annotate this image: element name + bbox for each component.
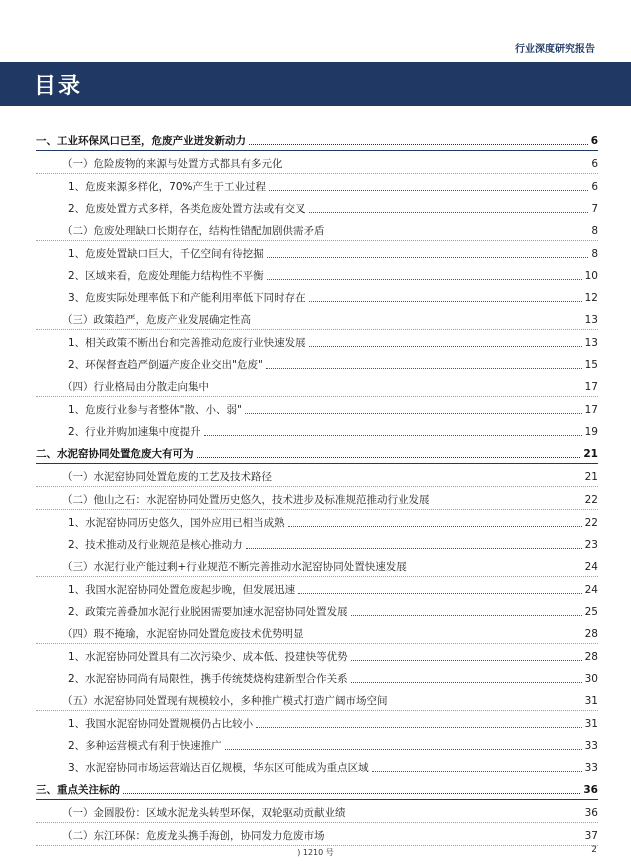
toc-leader-dots (249, 144, 588, 145)
toc-entry-title: （四）瑕不掩瑜，水泥窑协同处置危废技术优势明显 (62, 628, 304, 640)
toc-entry-page: 7 (591, 203, 598, 215)
toc-entry[interactable] (36, 174, 598, 196)
toc-entry-page: 33 (584, 740, 598, 752)
toc-entry-page: 28 (584, 628, 598, 640)
toc-leader-dots (298, 593, 581, 594)
toc-leader-dots (351, 682, 582, 683)
toc-entry-page: 21 (583, 448, 598, 460)
toc-entry-page: 8 (591, 225, 598, 237)
toc-entry[interactable] (36, 554, 598, 577)
toc-entry-title: 一、工业环保风口已至，危废产业迸发新动力 (36, 135, 246, 147)
toc-leader-dots (256, 727, 581, 728)
toc-leader-dots (197, 457, 581, 458)
toc-entry-page: 10 (584, 270, 598, 282)
toc-leader-dots (245, 413, 582, 414)
toc-entry-page: 36 (584, 807, 598, 819)
toc-leader-dots (269, 190, 588, 191)
toc-entry-title: 2、水泥窑协同尚有局限性，携手传统焚烧构建新型合作关系 (68, 673, 348, 685)
toc-entry-title: 2、区域来看，危废处理能力结构性不平衡 (68, 270, 264, 282)
toc-entry-page: 8 (591, 248, 598, 260)
toc-entry[interactable] (36, 733, 598, 755)
toc-entry[interactable] (36, 510, 598, 532)
toc-entry[interactable] (36, 397, 598, 419)
toc-entry-title: （五）水泥窑协同处置现有规模较小，多种推广模式打造广阔市场空间 (62, 695, 388, 707)
toc-entry-title: （四）行业格局由分散走向集中 (62, 381, 209, 393)
toc-entry-page: 30 (584, 673, 598, 685)
toc-entry-title: 2、危废处置方式多样，各类危废处置方法或有交叉 (68, 203, 306, 215)
toc-entry-page: 31 (584, 695, 598, 707)
toc-leader-dots (288, 526, 582, 527)
toc-entry-page: 17 (584, 404, 598, 416)
toc-entry-page: 36 (583, 784, 598, 796)
toc-entry-page: 19 (584, 426, 598, 438)
toc-entry[interactable] (36, 577, 598, 599)
toc-entry-page: 23 (584, 539, 598, 551)
toc-leader-dots (204, 435, 582, 436)
toc-leader-dots (267, 279, 582, 280)
toc-entry-page: 37 (584, 830, 598, 842)
toc-entry-title: 1、水泥窑协同处置具有二次污染少、成本低、投建快等优势 (68, 651, 348, 663)
table-of-contents (36, 128, 598, 846)
toc-entry[interactable] (36, 800, 598, 823)
toc-entry[interactable] (36, 487, 598, 510)
toc-entry-title: （三）政策趋严，危废产业发展确定性高 (62, 314, 251, 326)
toc-entry-title: 3、水泥窑协同市场运营端达百亿规模，华东区可能成为重点区域 (68, 762, 369, 774)
toc-entry[interactable] (36, 263, 598, 285)
toc-entry-page: 22 (584, 517, 598, 529)
toc-entry-title: 2、行业并购加速集中度提升 (68, 426, 201, 438)
toc-entry-title: 1、我国水泥窑协同处置规模仍占比较小 (68, 718, 254, 730)
toc-entry-page: 15 (584, 359, 598, 371)
toc-leader-dots (309, 301, 582, 302)
footer-date: ) 1210 号 (297, 848, 334, 857)
toc-entry[interactable] (36, 128, 598, 151)
toc-entry-title: 1、我国水泥窑协同处置危废起步晚，但发展迅速 (68, 584, 296, 596)
toc-entry-title: 1、相关政策不断出台和完善推动危废行业快速发展 (68, 337, 306, 349)
toc-entry[interactable] (36, 441, 598, 464)
toc-leader-dots (123, 793, 580, 794)
toc-entry-page: 6 (590, 135, 598, 147)
toc-leader-dots (351, 660, 582, 661)
toc-entry[interactable] (36, 419, 598, 441)
title-banner (0, 62, 631, 106)
toc-entry-page: 31 (584, 718, 598, 730)
toc-entry[interactable] (36, 285, 598, 307)
toc-entry-page: 28 (584, 651, 598, 663)
toc-leader-dots (309, 212, 589, 213)
toc-entry[interactable] (36, 151, 598, 174)
toc-entry-title: 1、危废来源多样化，70%产生于工业过程 (68, 181, 267, 193)
toc-entry[interactable] (36, 777, 598, 800)
toc-leader-dots (267, 257, 589, 258)
toc-entry[interactable] (36, 352, 598, 374)
toc-entry-page: 12 (584, 292, 598, 304)
page-title: 目录 (34, 74, 83, 99)
toc-entry-title: 2、技术推动及行业规范是核心推动力 (68, 539, 243, 551)
toc-entry[interactable] (36, 196, 598, 218)
report-type-label: 行业深度研究报告 (515, 44, 595, 55)
toc-entry[interactable] (36, 755, 598, 777)
toc-entry-title: 1、水泥窑协同历史悠久，国外应用已相当成熟 (68, 517, 285, 529)
toc-entry-title: 2、环保督查趋严倒逼产废企业交出"危废" (68, 359, 263, 371)
toc-entry-title: 三、重点关注标的 (36, 784, 120, 796)
toc-leader-dots (266, 368, 582, 369)
toc-entry-page: 6 (591, 158, 598, 170)
toc-entry-title: 1、危废处置缺口巨大，千亿空间有待挖掘 (68, 248, 264, 260)
toc-entry-page: 6 (591, 181, 598, 193)
toc-entry-page: 17 (584, 381, 598, 393)
toc-leader-dots (246, 548, 582, 549)
toc-entry[interactable] (36, 218, 598, 241)
toc-entry-title: （二）他山之石：水泥窑协同处置历史悠久，技术进步及标准规范推动行业发展 (62, 494, 430, 506)
toc-entry[interactable] (36, 823, 598, 846)
toc-entry-title: 二、水泥窑协同处置危废大有可为 (36, 448, 194, 460)
toc-entry-page: 21 (584, 471, 598, 483)
toc-entry-title: （一）水泥窑协同处置危废的工艺及技术路径 (62, 471, 272, 483)
page-number: 2 (591, 845, 597, 855)
toc-entry-title: （二）危废处理缺口长期存在，结构性错配加剧供需矛盾 (62, 225, 325, 237)
toc-entry[interactable] (36, 644, 598, 666)
toc-entry[interactable] (36, 307, 598, 330)
toc-entry[interactable] (36, 464, 598, 487)
toc-leader-dots (225, 749, 582, 750)
toc-entry[interactable] (36, 330, 598, 352)
toc-entry[interactable] (36, 599, 598, 621)
toc-entry-page: 33 (584, 762, 598, 774)
toc-entry-page: 24 (584, 584, 598, 596)
toc-entry-title: （一）危险废物的来源与处置方式都具有多元化 (62, 158, 283, 170)
toc-entry-page: 13 (584, 314, 598, 326)
toc-entry-title: （一）金圆股份：区域水泥龙头转型环保，双轮驱动贡献业绩 (62, 807, 346, 819)
toc-entry-title: 1、危废行业参与者整体"散、小、弱" (68, 404, 242, 416)
toc-entry-page: 22 (584, 494, 598, 506)
toc-leader-dots (351, 615, 582, 616)
toc-entry[interactable] (36, 374, 598, 397)
toc-leader-dots (309, 346, 582, 347)
toc-entry[interactable] (36, 241, 598, 263)
toc-entry-title: 2、多种运营模式有利于快速推广 (68, 740, 222, 752)
toc-entry[interactable] (36, 532, 598, 554)
toc-entry-title: （三）水泥行业产能过剩+行业规范不断完善推动水泥窑协同处置快速发展 (62, 561, 407, 573)
toc-entry-title: 2、政策完善叠加水泥行业脱困需要加速水泥窑协同处置发展 (68, 606, 348, 618)
toc-entry[interactable] (36, 666, 598, 688)
toc-entry[interactable] (36, 621, 598, 644)
toc-entry[interactable] (36, 711, 598, 733)
toc-entry-page: 13 (584, 337, 598, 349)
toc-entry-title: 3、危废实际处理率低下和产能利用率低下同时存在 (68, 292, 306, 304)
toc-entry[interactable] (36, 688, 598, 711)
toc-entry-page: 24 (584, 561, 598, 573)
toc-entry-title: （二）东江环保：危废龙头携手海创，协同发力危废市场 (62, 830, 325, 842)
toc-leader-dots (372, 771, 582, 772)
toc-entry-page: 25 (584, 606, 598, 618)
